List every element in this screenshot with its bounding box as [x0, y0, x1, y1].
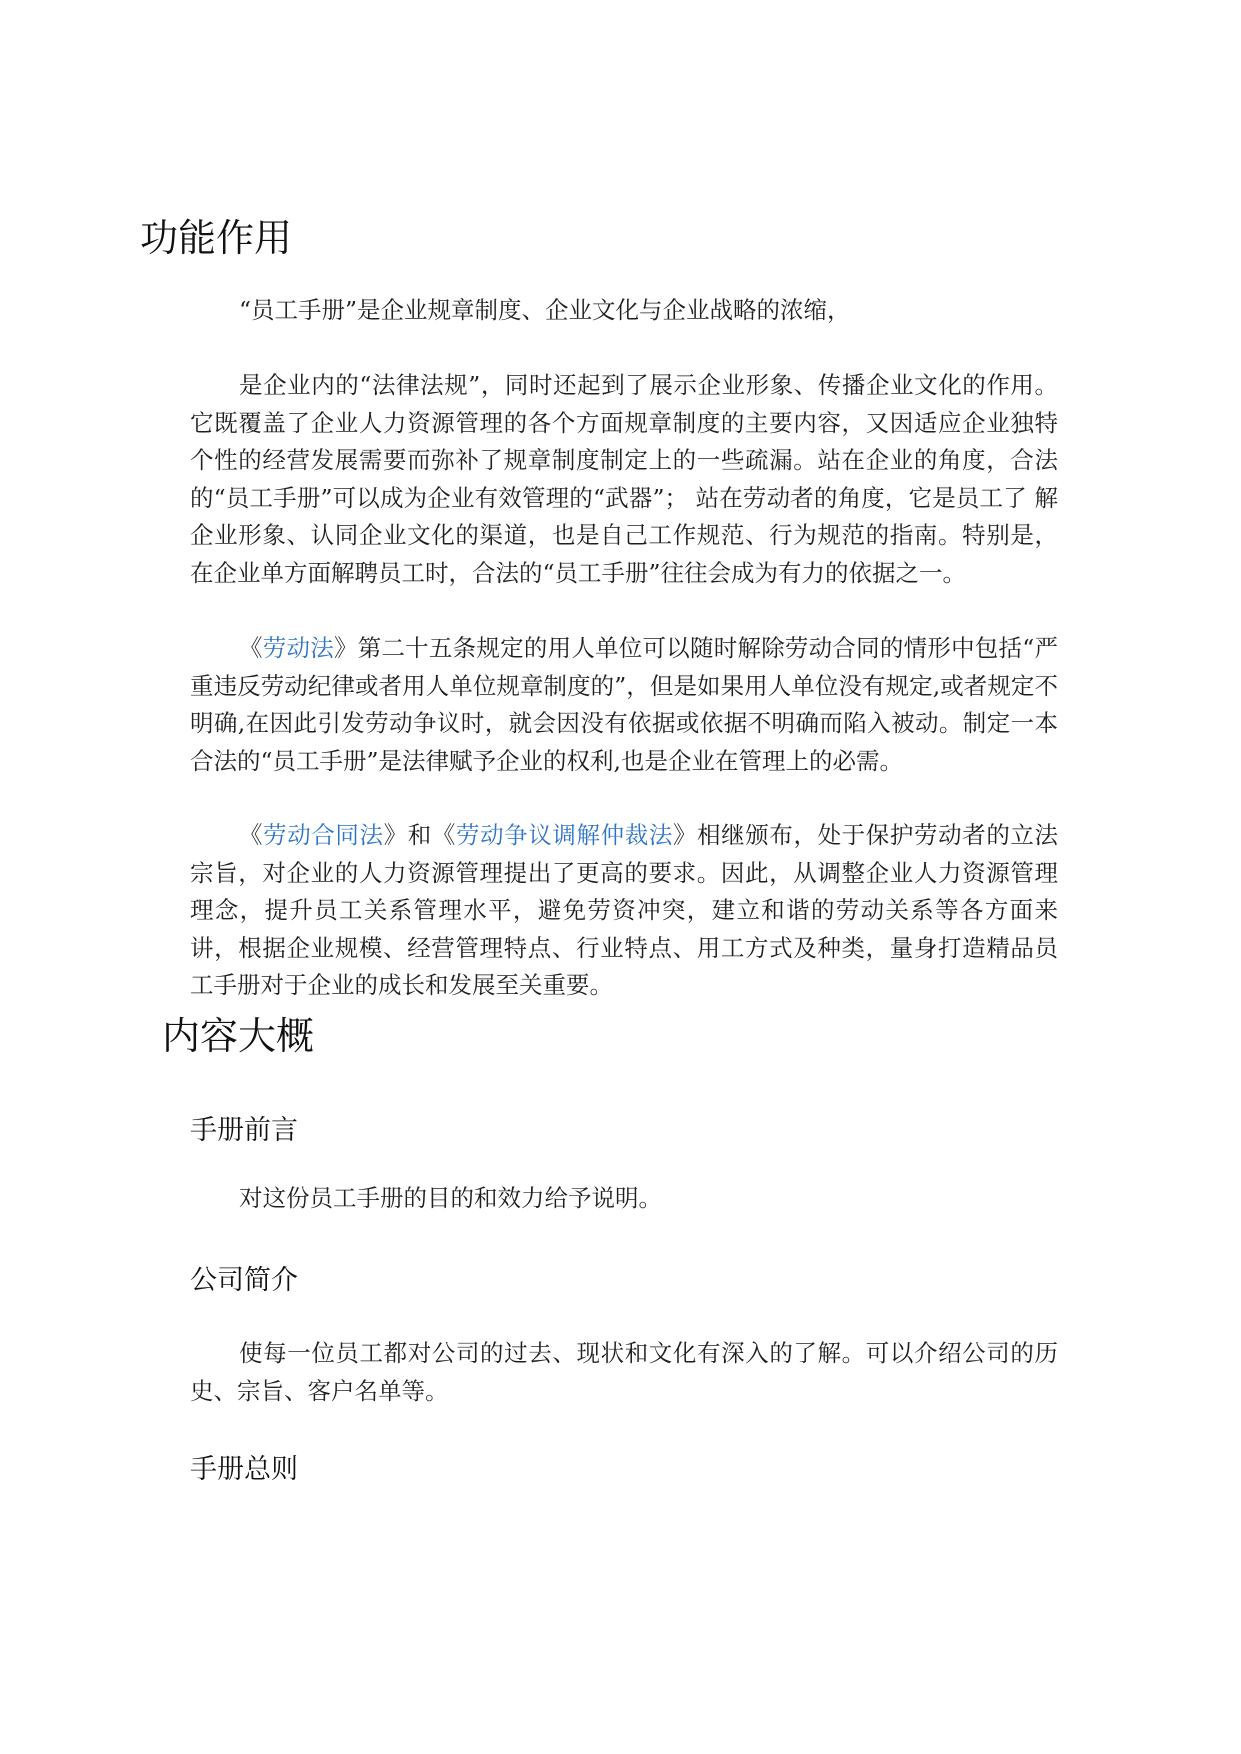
paragraph-preface: 对这份员工手册的目的和效力给予说明。	[239, 1184, 662, 1212]
paragraph-company: 使每一位员工都对公司的过去、现状和文化有深入的了解。可以介绍公司的历史、宗旨、客户名单等。	[190, 1339, 1058, 1405]
subheading-company: 公司简介	[190, 1265, 298, 1296]
heading-content: 内容大概	[162, 1014, 315, 1058]
bracket-open: 《	[239, 634, 263, 662]
bracket-join: 》和《	[383, 821, 456, 849]
subheading-preface: 手册前言	[190, 1115, 298, 1146]
link-labor-law[interactable]: 劳动法	[262, 634, 334, 662]
bracket-open: 《	[239, 821, 264, 849]
paragraph-labor-law	[190, 630, 1058, 780]
subheading-general: 手册总则	[190, 1454, 298, 1485]
paragraph-function-body: 是企业内的“法律法规”，同时还起到了展示企业形象、传播企业文化的作用。它既覆盖了企业人力资源管理的各个方面规章制度的主要内容，又因适应企业独特个性的经营发展需要而弥补了规章制度制定上的一些疏漏。站在企业的角度，合法的“员工手册”可以成为企业有效管理的“武器”； 站在劳动者的角度，它是员工了 解企业形象、认同企业文化的渠道，也是自己工作规范、行为规范的指南。特别是，在企业单方面解聘员工时，合法的“员工手册”往往会成为有力的依据之一。	[190, 371, 1058, 587]
paragraph-labor-contract-text: 》相继颁布，处于保护劳动者的立法宗旨，对企业的人力资源管理提出了更高的要求。因此，从调整企业人力资源管理理念，提升员工关系管理水平，避免劳资冲突，建立和谐的劳动关系等各方面来讲，根据企业规模、经营管理特点、行业特点、用工方式及种类，量身打造精品员工手册对于企业的成长和发展至关重要。	[190, 821, 1059, 999]
heading-function: 功能作用	[140, 216, 293, 260]
link-labor-contract-law[interactable]: 劳动合同法	[263, 821, 384, 849]
paragraph-labor-law-text: 》第二十五条规定的用人单位可以随时解除劳动合同的情形中包括“严重违反劳动纪律或者用人单位规章制度的”，但是如果用人单位没有规定,或者规定不明确,在因此引发劳动争议时，就会因没有依据或依据不明确而陷入被动。制定一本合法的“员工手册”是法律赋予企业的权利,也是企业在管理上的必需。	[190, 634, 1059, 775]
link-labor-dispute-law[interactable]: 劳动争议调解仲裁法	[455, 821, 673, 849]
paragraph-labor-contract-law	[190, 817, 1058, 1005]
paragraph-function-intro: “员工手册”是企业规章制度、企业文化与企业战略的浓缩，	[239, 296, 851, 324]
